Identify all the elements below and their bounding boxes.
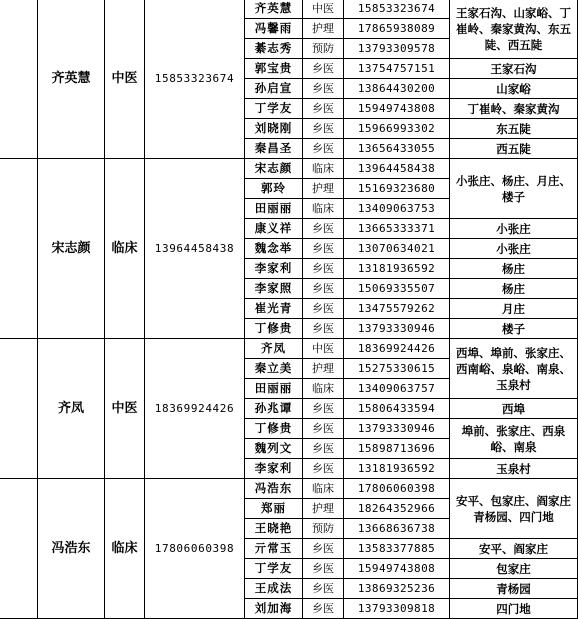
member-name: 魏念举 xyxy=(245,239,303,259)
member-name: 刘加海 xyxy=(245,599,303,619)
member-role: 乡医 xyxy=(303,119,344,139)
service-area: 四门地 xyxy=(450,599,578,619)
member-role: 乡医 xyxy=(303,99,344,119)
member-phone: 13070634021 xyxy=(344,239,450,259)
service-area: 楼子 xyxy=(450,319,578,339)
member-phone: 13754757151 xyxy=(344,59,450,79)
service-area: 小张庄、杨庄、月庄、楼子 xyxy=(450,159,578,219)
member-role: 护理 xyxy=(303,499,344,519)
member-name: 田丽丽 xyxy=(245,199,303,219)
member-phone: 13409063753 xyxy=(344,199,450,219)
group-leader-name: 宋志颜 xyxy=(38,159,105,339)
member-name: 綦志秀 xyxy=(245,39,303,59)
member-name: 康义祥 xyxy=(245,219,303,239)
left-margin-cell xyxy=(0,339,38,479)
member-phone: 15169323680 xyxy=(344,179,450,199)
member-role: 乡医 xyxy=(303,419,344,439)
member-role: 护理 xyxy=(303,19,344,39)
member-role: 中医 xyxy=(303,339,344,359)
member-phone: 13181936592 xyxy=(344,259,450,279)
member-phone: 15949743808 xyxy=(344,559,450,579)
group-leader-name: 齐凤 xyxy=(38,339,105,479)
member-name: 孙启宣 xyxy=(245,79,303,99)
member-role: 乡医 xyxy=(303,299,344,319)
member-name: 王成法 xyxy=(245,579,303,599)
member-name: 冯浩东 xyxy=(245,479,303,499)
service-area: 西埠、埠前、张家庄、西南峪、泉峪、南泉、玉泉村 xyxy=(450,339,578,399)
member-role: 乡医 xyxy=(303,319,344,339)
member-name: 刘晓刚 xyxy=(245,119,303,139)
member-name: 丁学友 xyxy=(245,559,303,579)
member-name: 李家利 xyxy=(245,459,303,479)
member-role: 护理 xyxy=(303,359,344,379)
member-phone: 15806433594 xyxy=(344,399,450,419)
service-area: 西埠 xyxy=(450,399,578,419)
group-leader-phone: 13964458438 xyxy=(145,159,245,339)
service-area: 安平、包家庄、阎家庄青杨园、四门地 xyxy=(450,479,578,539)
member-phone: 13793330946 xyxy=(344,319,450,339)
member-role: 预防 xyxy=(303,519,344,539)
left-margin-cell xyxy=(0,159,38,339)
member-name: 孙兆谭 xyxy=(245,399,303,419)
member-name: 丁学友 xyxy=(245,99,303,119)
member-phone: 13409063757 xyxy=(344,379,450,399)
member-phone: 13864430200 xyxy=(344,79,450,99)
member-phone: 15853323674 xyxy=(344,0,450,19)
member-name: 郭玲 xyxy=(245,179,303,199)
left-margin-cell xyxy=(0,479,38,619)
member-role: 乡医 xyxy=(303,439,344,459)
member-name: 崔光青 xyxy=(245,299,303,319)
member-name: 丁修贵 xyxy=(245,419,303,439)
service-area: 山家峪 xyxy=(450,79,578,99)
service-area: 小张庄 xyxy=(450,239,578,259)
member-role: 乡医 xyxy=(303,79,344,99)
member-name: 丁修贵 xyxy=(245,319,303,339)
member-role: 临床 xyxy=(303,379,344,399)
member-role: 乡医 xyxy=(303,139,344,159)
service-area: 东五陡 xyxy=(450,119,578,139)
member-phone: 15275330615 xyxy=(344,359,450,379)
member-name: 郑丽 xyxy=(245,499,303,519)
member-phone: 13583377885 xyxy=(344,539,450,559)
member-phone: 13793309818 xyxy=(344,599,450,619)
member-phone: 17806060398 xyxy=(344,479,450,499)
member-role: 乡医 xyxy=(303,539,344,559)
member-phone: 18369924426 xyxy=(344,339,450,359)
service-area: 玉泉村 xyxy=(450,459,578,479)
service-area: 王家石沟、山家峪、丁崔岭、秦家黄沟、东五陡、西五陡 xyxy=(450,0,578,59)
member-role: 乡医 xyxy=(303,559,344,579)
member-role: 乡医 xyxy=(303,259,344,279)
member-name: 田丽丽 xyxy=(245,379,303,399)
member-phone: 13656433055 xyxy=(344,139,450,159)
service-area: 包家庄 xyxy=(450,559,578,579)
table-row xyxy=(0,159,578,179)
group-leader-phone: 17806060398 xyxy=(145,479,245,619)
member-role: 乡医 xyxy=(303,219,344,239)
member-phone: 15069335507 xyxy=(344,279,450,299)
member-name: 李家利 xyxy=(245,259,303,279)
member-phone: 13665333371 xyxy=(344,219,450,239)
member-name: 冯馨雨 xyxy=(245,19,303,39)
member-phone: 15949743808 xyxy=(344,99,450,119)
table-row xyxy=(0,0,578,19)
group-leader-phone: 15853323674 xyxy=(145,0,245,159)
member-phone: 15898713696 xyxy=(344,439,450,459)
member-phone: 18264352966 xyxy=(344,499,450,519)
service-area: 月庄 xyxy=(450,299,578,319)
left-margin-cell xyxy=(0,0,38,159)
table-row xyxy=(0,479,578,499)
service-area: 小张庄 xyxy=(450,219,578,239)
member-role: 乡医 xyxy=(303,239,344,259)
member-name: 宋志颜 xyxy=(245,159,303,179)
member-phone: 13869325236 xyxy=(344,579,450,599)
member-name: 秦昌圣 xyxy=(245,139,303,159)
member-role: 乡医 xyxy=(303,279,344,299)
service-area: 王家石沟 xyxy=(450,59,578,79)
member-role: 临床 xyxy=(303,159,344,179)
service-area: 安平、阎家庄 xyxy=(450,539,578,559)
member-name: 李家照 xyxy=(245,279,303,299)
member-role: 预防 xyxy=(303,39,344,59)
member-phone: 13181936592 xyxy=(344,459,450,479)
member-name: 齐英慧 xyxy=(245,0,303,19)
service-area: 丁崔岭、秦家黄沟 xyxy=(450,99,578,119)
group-leader-role: 临床 xyxy=(105,479,145,619)
member-role: 临床 xyxy=(303,479,344,499)
member-role: 临床 xyxy=(303,199,344,219)
member-role: 乡医 xyxy=(303,579,344,599)
service-area: 青杨园 xyxy=(450,579,578,599)
member-name: 郭宝贵 xyxy=(245,59,303,79)
group-leader-role: 中医 xyxy=(105,0,145,159)
member-role: 乡医 xyxy=(303,59,344,79)
member-phone: 13475579262 xyxy=(344,299,450,319)
member-role: 护理 xyxy=(303,179,344,199)
group-leader-name: 冯浩东 xyxy=(38,479,105,619)
group-leader-role: 临床 xyxy=(105,159,145,339)
table-row xyxy=(0,339,578,359)
service-area: 西五陡 xyxy=(450,139,578,159)
member-role: 乡医 xyxy=(303,399,344,419)
member-role: 乡医 xyxy=(303,599,344,619)
member-phone: 13964458438 xyxy=(344,159,450,179)
member-name: 齐凤 xyxy=(245,339,303,359)
member-phone: 13793309578 xyxy=(344,39,450,59)
member-name: 秦立美 xyxy=(245,359,303,379)
member-role: 乡医 xyxy=(303,459,344,479)
group-leader-name: 齐英慧 xyxy=(38,0,105,159)
member-phone: 13793330946 xyxy=(344,419,450,439)
member-role: 中医 xyxy=(303,0,344,19)
member-name: 亓常玉 xyxy=(245,539,303,559)
service-area: 杨庄 xyxy=(450,259,578,279)
member-name: 魏列文 xyxy=(245,439,303,459)
service-area: 埠前、张家庄、西泉峪、南泉 xyxy=(450,419,578,459)
member-name: 王晓艳 xyxy=(245,519,303,539)
member-phone: 15966993302 xyxy=(344,119,450,139)
member-phone: 13668636738 xyxy=(344,519,450,539)
group-leader-role: 中医 xyxy=(105,339,145,479)
group-leader-phone: 18369924426 xyxy=(145,339,245,479)
service-area: 杨庄 xyxy=(450,279,578,299)
member-phone: 17865938089 xyxy=(344,19,450,39)
